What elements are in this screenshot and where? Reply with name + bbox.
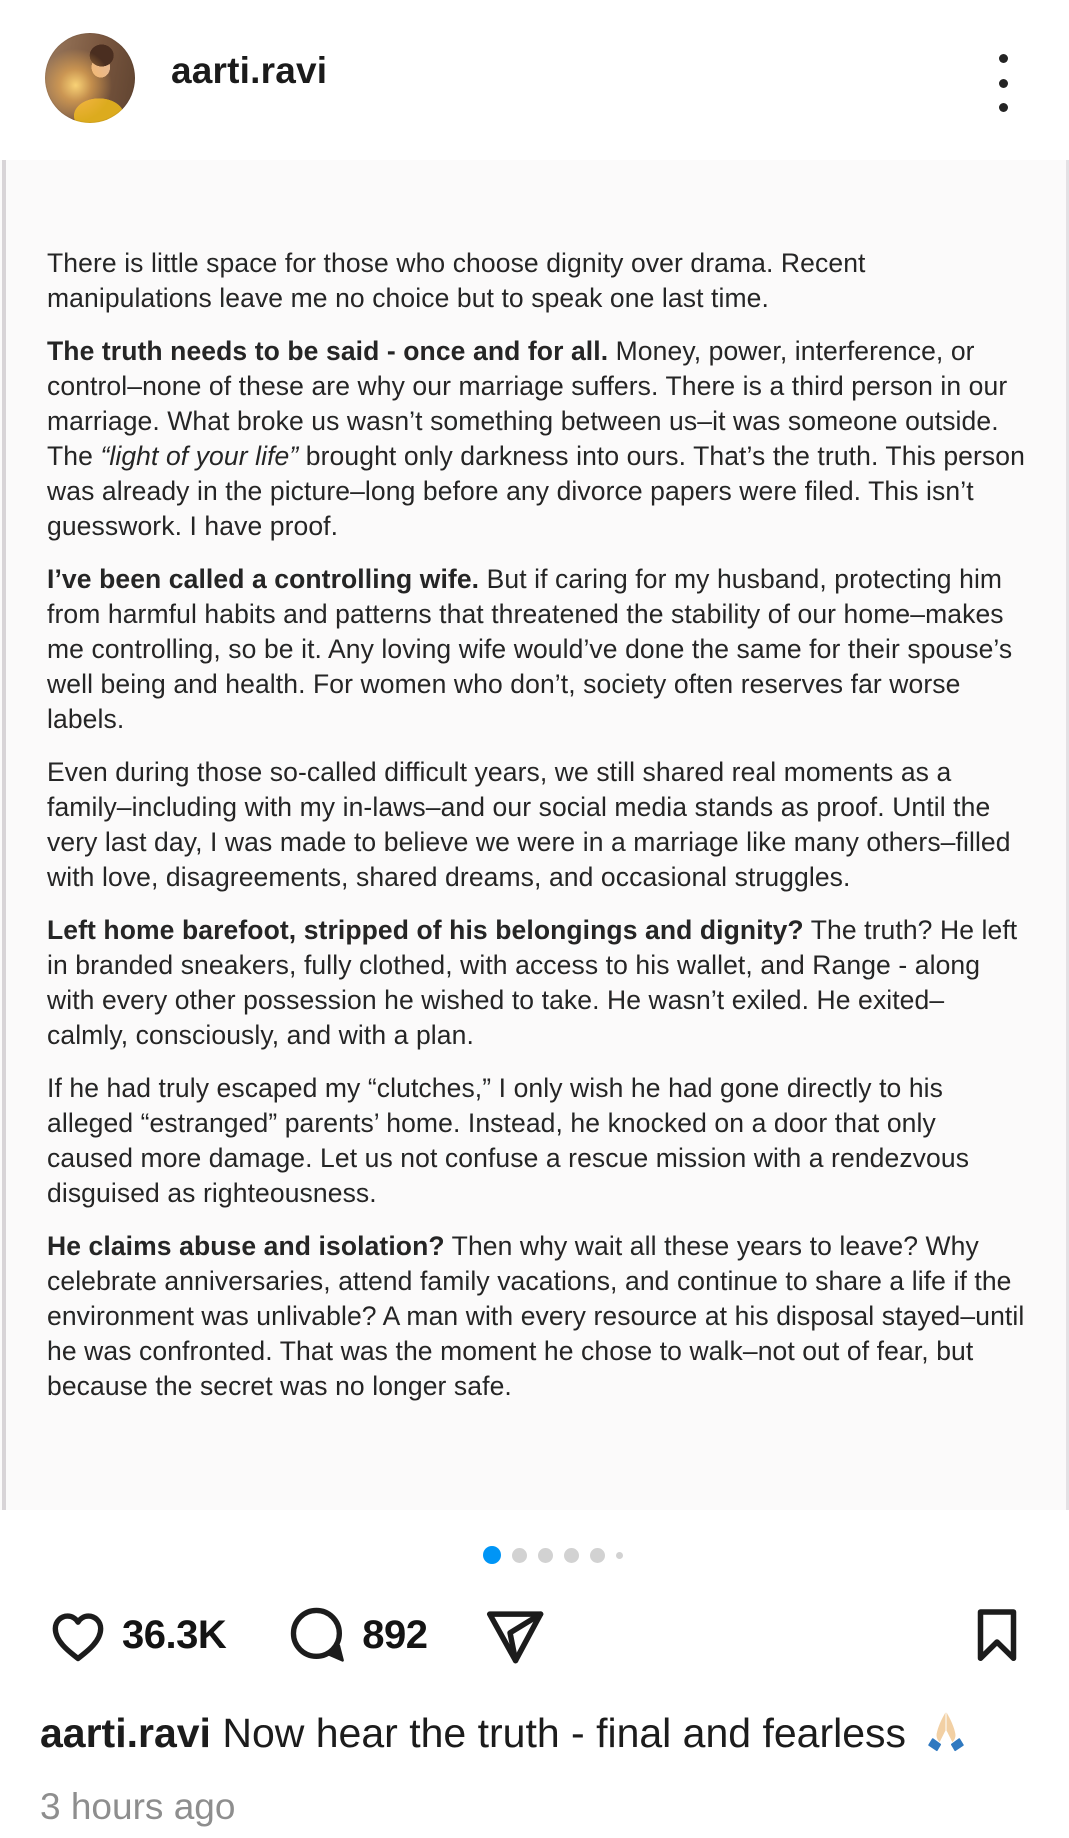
heart-icon [46, 1603, 110, 1667]
avatar[interactable] [45, 33, 135, 123]
post-header [0, 0, 1069, 160]
comment-icon [286, 1603, 350, 1667]
text-segment: The truth? He left in branded sneakers, fully clothed, with access to his wallet, and Range - along with every other possession he wished to take. He wasn’t exiled. He exited–calmly, consciously, and with a plan. [47, 915, 1018, 1050]
carousel-dot [538, 1548, 553, 1563]
text-segment: The truth needs to be said - once and for all. [47, 336, 609, 366]
text-segment: Left home barefoot, stripped of his belongings and dignity? [47, 915, 804, 945]
share-button[interactable] [482, 1602, 548, 1668]
text-segment: But if caring for my husband, protecting him from harmful habits and patterns that threatened the stability of our home–makes me controlling, so be it. Any loving wife would’ve done the same for their spouse’s well being and health. For women who don’t, society often reserves far worse labels. [47, 564, 1013, 734]
carousel-dot [512, 1548, 527, 1563]
carousel-dot-active [483, 1546, 501, 1564]
share-icon [482, 1602, 548, 1668]
caption-text: Now hear the truth - final and fearless [210, 1710, 918, 1756]
kebab-dot [999, 54, 1008, 63]
caption [40, 1706, 1030, 1760]
text-segment: Money, power, interference, or control–none of these are why our marriage suffers. There is a third person in our marriage. What broke us wasn’t something between us–it was someone outside. The [47, 336, 1008, 471]
post-statement-text [47, 246, 1025, 1422]
carousel-dot [564, 1548, 579, 1563]
post-paragraph [47, 1071, 1025, 1211]
post-paragraph [47, 755, 1025, 895]
post-paragraph [47, 1229, 1025, 1404]
bookmark-icon [967, 1603, 1027, 1667]
text-segment: If he had truly escaped my “clutches,” I only wish he had gone directly to his alleged “estranged” parents’ home. Instead, he knocked on a door that only caused more damage. Let us not confuse a rescue mission with a rendezvous disguised as righteousness. [47, 1073, 970, 1208]
text-segment: brought only darkness into ours. That’s the truth. This person was already in the picture–long before any divorce papers were filed. This isn’t guesswork. I have proof. [47, 441, 1025, 541]
carousel-dot [616, 1552, 623, 1559]
text-segment: He claims abuse and isolation? [47, 1231, 445, 1261]
kebab-dot [999, 103, 1008, 112]
kebab-dot [999, 79, 1008, 88]
username[interactable]: aarti.ravi [171, 50, 328, 91]
caption-username[interactable]: aarti.ravi [40, 1710, 211, 1756]
post-paragraph [47, 334, 1025, 544]
text-segment: I’ve been called a controlling wife. [47, 564, 480, 594]
carousel-dot [590, 1548, 605, 1563]
carousel-left-edge [2, 160, 6, 1510]
save-button[interactable] [967, 1603, 1027, 1667]
post-image-carousel-slide[interactable] [0, 160, 1069, 1510]
comment-button[interactable] [286, 1603, 350, 1667]
text-segment: There is little space for those who choose dignity over drama. Recent manipulations leave me no choice but to speak one last time. [47, 248, 866, 313]
text-segment: Then why wait all these years to leave? Why celebrate anniversaries, attend family vacations, and continue to share a life if the environment was unlivable? A man with every resource at his disposal stayed–until he was confronted. That was the moment he chose to walk–not out of fear, but because the secret was no longer safe. [47, 1231, 1025, 1401]
post-paragraph [47, 562, 1025, 737]
carousel-dots [483, 1545, 623, 1565]
like-count[interactable]: 36.3K [122, 1612, 227, 1657]
more-options-button[interactable] [973, 52, 1033, 114]
action-bar [0, 1600, 1069, 1670]
comment-count[interactable]: 892 [362, 1612, 428, 1657]
post-paragraph [47, 913, 1025, 1053]
folded-hands-emoji [923, 1709, 969, 1755]
text-segment: “light of your life” [100, 441, 299, 471]
timestamp: 3 hours ago [40, 1786, 236, 1827]
text-segment: Even during those so-called difficult years, we still shared real moments as a family–including with my in-laws–and our social media stands as proof. Until the very last day, I was made to believe we were in a marriage like many others–filled with love, disagreements, shared dreams, and occasional struggles. [47, 757, 1011, 892]
post-paragraph [47, 246, 1025, 316]
like-button[interactable] [46, 1603, 110, 1667]
